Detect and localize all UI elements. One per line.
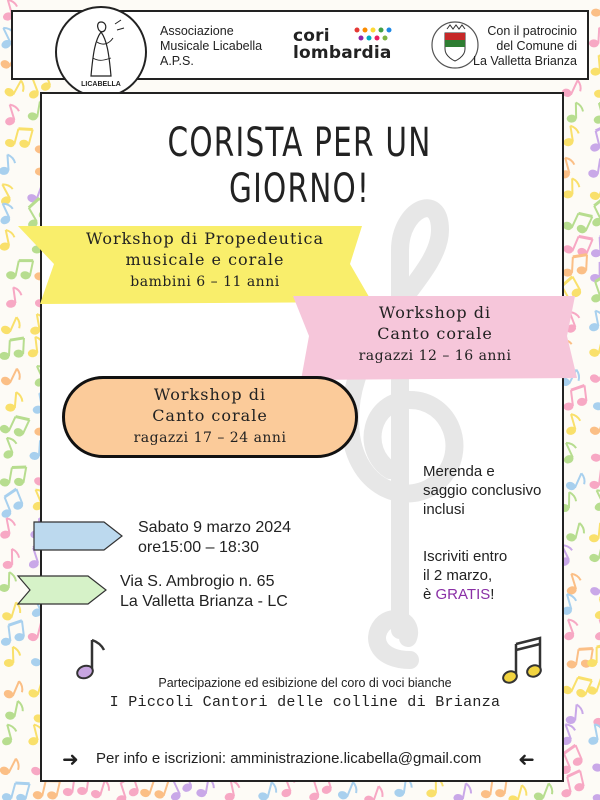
workshop-3: Workshop di Canto corale ragazzi 17 – 24 anni [133,385,287,446]
dots-icon [353,26,397,46]
licabella-logo [55,6,147,98]
participation-text: Partecipazione ed esibizione del coro di voci bianche [158,676,452,690]
arrow-left-icon: ➜ [518,747,535,771]
cori-lombardia-logo: cori lombardia [293,28,392,62]
page-title: CORISTA PER UN GIORNO! [167,120,432,212]
arrow-right-icon: ➜ [62,747,79,771]
date-arrow-icon [32,520,124,552]
place-arrow-icon [16,574,108,606]
header-bar [11,10,589,88]
event-place: Via S. Ambrogio n. 65 La Valletta Brianza - LC [120,573,288,610]
singer-figure-icon [57,14,145,84]
signup-note: Iscriviti entro il 2 marzo, è GRATIS! [423,548,508,603]
choir-name: I Piccoli Cantori delle colline di Brianza [109,694,501,711]
event-date: Sabato 9 marzo 2024 ore15:00 – 18:30 [138,519,291,556]
patronage-text: Con il patrocinio del Comune di La Valletta Brianza [473,24,577,68]
workshop-2: Workshop di Canto corale ragazzi 12 – 16 anni [358,303,512,364]
association-name: Associazione Musicale Licabella A.P.S. [160,24,263,68]
snack-note: Merenda e saggio conclusivo inclusi [423,463,542,518]
logo-caption: LICABELLA [81,81,121,88]
coat-of-arms-icon [431,19,479,71]
workshop-1: Workshop di Propedeutica musicale e corale bambini 6 – 11 anni [85,229,325,290]
contact-info: Per info e iscrizioni: amministrazione.licabella@gmail.com [96,750,482,767]
gratis-label: GRATIS [435,586,491,603]
